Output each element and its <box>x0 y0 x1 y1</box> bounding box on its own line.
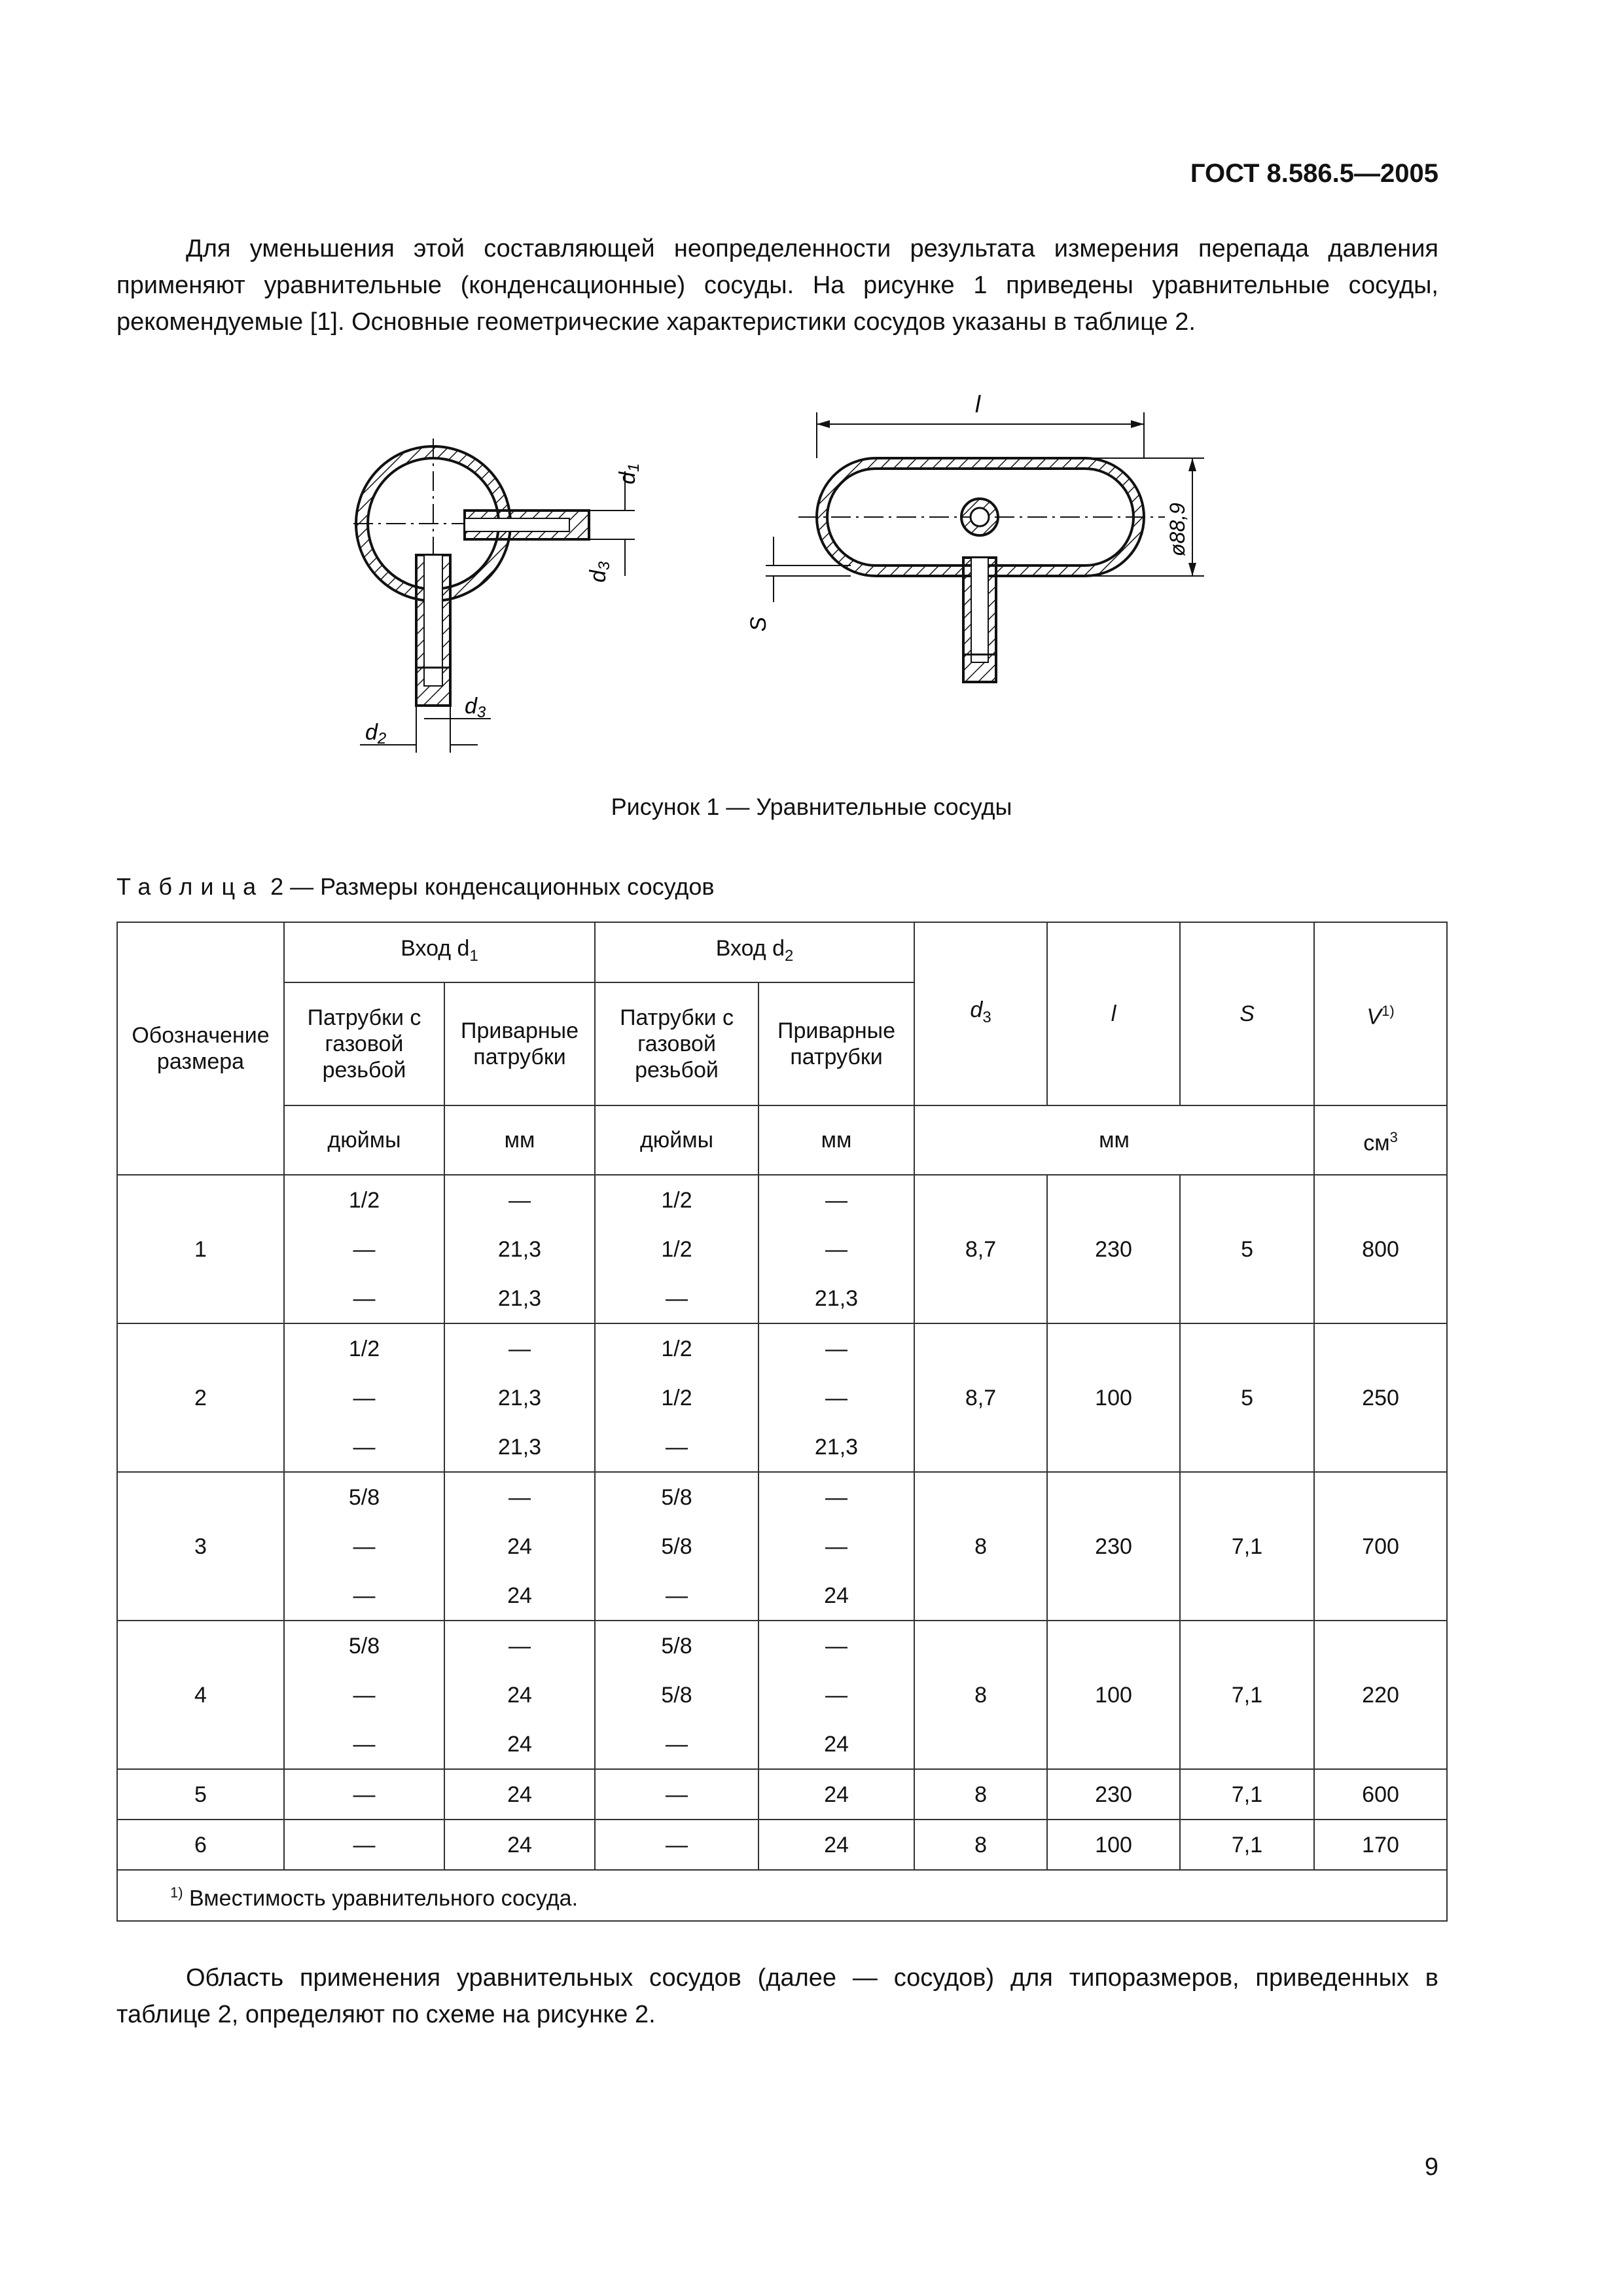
table-cell: 5/8 <box>595 1621 758 1670</box>
table-cell: — <box>284 1769 444 1820</box>
unit-inches-d1: дюймы <box>284 1105 444 1175</box>
s-cell: 5 <box>1180 1175 1314 1323</box>
table-cell: — <box>595 1274 758 1323</box>
size-designation-cell: 3 <box>117 1472 284 1621</box>
table-cell: 1/2 <box>595 1373 758 1422</box>
table-row <box>117 1621 1447 1670</box>
s-cell: 7,1 <box>1180 1820 1314 1870</box>
vessels-drawing <box>327 386 1243 779</box>
header-input-d2: Вход $d_2$ <box>595 922 914 982</box>
label-d3-bottom: d3 <box>465 694 486 721</box>
table-cell: 5/8 <box>595 1472 758 1522</box>
table-cell: 1/2 <box>284 1175 444 1225</box>
table-cell: 21,3 <box>444 1373 595 1422</box>
s-cell: 7,1 <box>1180 1769 1314 1820</box>
header-designation: Обозначение размера <box>117 922 284 1175</box>
label-diameter: ø88,9 <box>1166 503 1189 556</box>
closing-paragraph: Область применения уравнительных сосудов (далее — сосудов) для типоразмеров, приведенных в таблице 2, определяют по схеме на рисунке 2. <box>116 1964 1438 2028</box>
header-s: S <box>1180 922 1314 1105</box>
l-cell: 100 <box>1047 1323 1180 1472</box>
header-v: $V^{1)}$ <box>1314 922 1447 1105</box>
header-threaded-d2: Патрубки с газовой резьбой <box>595 982 758 1105</box>
table-cell: — <box>758 1225 914 1274</box>
table-cell: — <box>284 1820 444 1870</box>
table-cell: 21,3 <box>758 1274 914 1323</box>
d3-cell: 8,7 <box>914 1323 1047 1472</box>
s-cell: 7,1 <box>1180 1472 1314 1621</box>
table-cell: 24 <box>758 1571 914 1621</box>
l-cell: 230 <box>1047 1175 1180 1323</box>
table-cell: 1/2 <box>284 1323 444 1373</box>
document-header: ГОСТ 8.586.5—2005 <box>1190 159 1438 188</box>
label-d1: d1 <box>615 463 643 484</box>
unit-mm-d1: мм <box>444 1105 595 1175</box>
d3-cell: 8 <box>914 1621 1047 1769</box>
footnote-text: Вместимость уравнительного сосуда. <box>183 1886 579 1911</box>
table-cell: — <box>284 1571 444 1621</box>
table-row <box>117 1175 1447 1225</box>
table-cell: 1/2 <box>595 1323 758 1373</box>
v-cell: 170 <box>1314 1820 1447 1870</box>
table-cell: — <box>595 1769 758 1820</box>
d3-cell: 8 <box>914 1769 1047 1820</box>
table-cell: 21,3 <box>444 1225 595 1274</box>
label-d3-right: d3 <box>586 561 613 583</box>
vessel-size-table <box>116 922 1448 1922</box>
table-cell: — <box>284 1422 444 1472</box>
vessel-end-view <box>353 439 635 753</box>
header-input-d1: Вход $d_1$ <box>284 922 595 982</box>
table-cell: 24 <box>444 1670 595 1719</box>
table-cell: 24 <box>444 1719 595 1769</box>
table-cell: — <box>758 1621 914 1670</box>
header-welded-d2: Приварные патрубки <box>758 982 914 1105</box>
v-cell: 600 <box>1314 1769 1447 1820</box>
v-cell: 700 <box>1314 1472 1447 1621</box>
table-cell: 24 <box>444 1769 595 1820</box>
table-cell: — <box>444 1175 595 1225</box>
table-cell: — <box>758 1670 914 1719</box>
table-footnote <box>117 1870 1447 1921</box>
table-cell: — <box>284 1373 444 1422</box>
l-cell: 100 <box>1047 1820 1180 1870</box>
table-cell: — <box>595 1719 758 1769</box>
table-cell: — <box>595 1820 758 1870</box>
table-cell: 24 <box>758 1820 914 1870</box>
size-designation-cell: 6 <box>117 1820 284 1870</box>
d3-cell: 8 <box>914 1820 1047 1870</box>
table-cell: — <box>758 1323 914 1373</box>
table-cell: — <box>758 1472 914 1522</box>
table-row <box>117 1820 1447 1870</box>
table-cell: — <box>758 1522 914 1571</box>
table-cell: 24 <box>444 1522 595 1571</box>
unit-mm-dims: мм <box>914 1105 1314 1175</box>
size-designation-cell: 5 <box>117 1769 284 1820</box>
figure-1 <box>327 386 1243 782</box>
table-cell: 24 <box>758 1769 914 1820</box>
l-cell: 230 <box>1047 1472 1180 1621</box>
l-cell: 100 <box>1047 1621 1180 1769</box>
vessel-side-view <box>766 412 1204 682</box>
unit-inches-d2: дюймы <box>595 1105 758 1175</box>
unit-cm3: $см^3$ <box>1314 1105 1447 1175</box>
header-threaded-d1: Патрубки с газовой резьбой <box>284 982 444 1105</box>
l-cell: 230 <box>1047 1769 1180 1820</box>
unit-mm-d2: мм <box>758 1105 914 1175</box>
table-cell: — <box>444 1621 595 1670</box>
size-designation-cell: 1 <box>117 1175 284 1323</box>
s-cell: 7,1 <box>1180 1621 1314 1769</box>
table-cell: 24 <box>444 1820 595 1870</box>
label-d2: d2 <box>365 720 387 747</box>
v-cell: 250 <box>1314 1323 1447 1472</box>
table-cell: 24 <box>758 1719 914 1769</box>
label-s: S <box>746 617 771 632</box>
table-cell: — <box>284 1225 444 1274</box>
label-l: l <box>975 391 980 418</box>
table-cell: — <box>758 1175 914 1225</box>
table-cell: — <box>444 1323 595 1373</box>
table-cell: 21,3 <box>444 1274 595 1323</box>
table-cell: 21,3 <box>444 1422 595 1472</box>
table-cell: 5/8 <box>284 1621 444 1670</box>
table-cell: — <box>284 1670 444 1719</box>
table-cell: — <box>444 1472 595 1522</box>
footnote-row <box>117 1870 1447 1921</box>
table-cell: — <box>595 1571 758 1621</box>
intro-paragraph: Для уменьшения этой составляющей неопределенности результата измерения перепада давления применяют уравнительные (конденсационные) сосуды. На рисунке 1 приведены уравнительные сосуды, рекомендуемые [1]. Основные геометрические характеристики сосудов указаны в таблице 2. <box>116 235 1438 336</box>
figure-caption: Рисунок 1 — Уравнительные сосуды <box>611 793 1012 820</box>
table-row <box>117 1323 1447 1373</box>
header-l: l <box>1047 922 1180 1105</box>
table-cell: 1/2 <box>595 1225 758 1274</box>
table-cell: — <box>284 1719 444 1769</box>
table-cell: — <box>595 1422 758 1472</box>
table-row <box>117 1472 1447 1522</box>
v-cell: 220 <box>1314 1621 1447 1769</box>
table-cell: 5/8 <box>595 1670 758 1719</box>
table-row <box>117 1769 1447 1820</box>
page-number: 9 <box>1424 2153 1438 2181</box>
d3-cell: 8,7 <box>914 1175 1047 1323</box>
table-cell: 1/2 <box>595 1175 758 1225</box>
table-cell: 21,3 <box>758 1422 914 1472</box>
table-cell: 5/8 <box>595 1522 758 1571</box>
footnote-mark: 1) <box>170 1884 183 1901</box>
table-cell: 5/8 <box>284 1472 444 1522</box>
table-cell: — <box>284 1274 444 1323</box>
table-cell: — <box>284 1522 444 1571</box>
table-cell: — <box>758 1373 914 1422</box>
header-d3: $d_3$ <box>914 922 1047 1105</box>
s-cell: 5 <box>1180 1323 1314 1472</box>
header-welded-d1: Приварные патрубки <box>444 982 595 1105</box>
size-designation-cell: 2 <box>117 1323 284 1472</box>
table-title: Таблица 2 — Размеры конденсационных сосудов <box>116 873 715 900</box>
d3-cell: 8 <box>914 1472 1047 1621</box>
size-designation-cell: 4 <box>117 1621 284 1769</box>
v-cell: 800 <box>1314 1175 1447 1323</box>
table-cell: 24 <box>444 1571 595 1621</box>
